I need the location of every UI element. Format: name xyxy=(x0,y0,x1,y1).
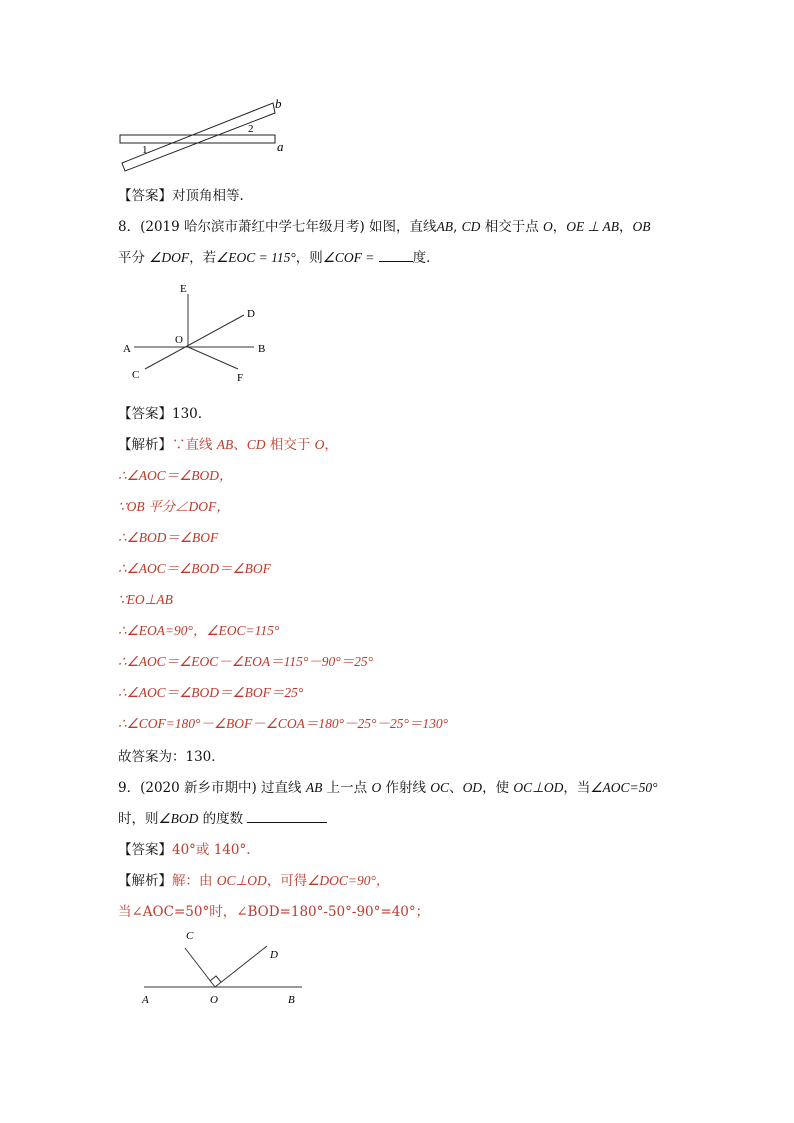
q8-step: ∴∠AOC＝∠EOC－∠EOA＝115°－90°＝25° xyxy=(118,654,374,669)
q8-line2-c: ，则 xyxy=(295,250,323,266)
label-b: B xyxy=(288,994,295,1006)
label-a: A xyxy=(142,994,149,1006)
label-c: C xyxy=(186,930,194,942)
q8-ab: AB xyxy=(436,219,454,234)
q8-conclusion: 故答案为：130． xyxy=(118,749,225,765)
q9-oc-perp-od: OC⊥OD xyxy=(513,780,564,795)
strip-b xyxy=(122,103,275,171)
q9-step: 当∠AOC=50°时，∠BOD=180°-50°-90°=40°； xyxy=(118,904,430,920)
answer-blank xyxy=(379,249,413,262)
q8-line2-a: 平分 xyxy=(118,250,150,266)
label-e: E xyxy=(180,283,187,295)
q9-ab: AB xyxy=(305,780,323,795)
answer-text: 对顶角相等. xyxy=(172,188,244,204)
answer-blank xyxy=(247,810,327,823)
q9-o: O xyxy=(371,780,382,795)
q8-step: ∴∠AOC＝∠BOD＝∠BOF＝25° xyxy=(118,685,304,700)
q9-line1-a: 9．(2020 新乡市期中) 过直线 xyxy=(118,780,306,796)
label-a: a xyxy=(277,139,284,154)
q8-ob: OB xyxy=(632,219,651,234)
label-f: F xyxy=(237,372,244,384)
q8-cd: CD xyxy=(461,219,481,234)
q9-od: OD xyxy=(462,780,483,795)
q8-line2-b: ，若 xyxy=(189,250,217,266)
label-o: O xyxy=(175,334,183,346)
answer-tag: 【答案】 xyxy=(118,188,172,204)
q8-step: ∴∠AOC＝∠BOD， xyxy=(118,468,233,483)
answer-tag: 【答案】 xyxy=(118,842,172,858)
right-angle-mark xyxy=(210,976,221,982)
q8-oe-perp-ab: OE ⊥ AB xyxy=(566,219,620,234)
line-cd xyxy=(145,315,244,369)
q9-line1 xyxy=(118,779,658,797)
label-1: 1 xyxy=(142,144,148,156)
label-b: B xyxy=(258,343,266,355)
q9-line2 xyxy=(118,810,327,828)
label-2: 2 xyxy=(248,123,254,135)
analysis-tag: 【解析】 xyxy=(118,873,172,889)
ray-of xyxy=(188,347,238,369)
answer-text: 130. xyxy=(172,406,203,422)
analysis-text: 解：由 xyxy=(172,873,217,889)
label-o: O xyxy=(210,994,218,1006)
q9-line2-a: 时，则 xyxy=(118,811,159,827)
q9-line1-e: ，使 xyxy=(482,780,514,796)
q9-line1-f: ，当 xyxy=(563,780,591,796)
q9-angle-aoc: ∠AOC=50° xyxy=(590,780,658,795)
q8-line1 xyxy=(118,218,651,236)
q8-analysis-first xyxy=(118,436,338,454)
label-d: D xyxy=(247,308,255,320)
label-c: C xyxy=(132,369,140,381)
analysis-text: ∵直线 xyxy=(172,437,217,453)
q8-mid3: ， xyxy=(619,219,633,235)
q8-o: O xyxy=(543,219,553,234)
q8-step: ∴∠AOC＝∠BOD＝∠BOF xyxy=(118,561,271,576)
analysis-ab: AB xyxy=(216,437,234,452)
analysis-sep: 、 xyxy=(233,437,247,453)
q9-angle-bod: ∠BOD xyxy=(158,811,199,826)
q8-prefix: 8．(2019 哈尔滨市萧红中学七年级月考) 如图，直线 xyxy=(118,219,437,235)
q9-line1-c: 作射线 xyxy=(381,780,431,796)
analysis-cd: CD xyxy=(246,437,266,452)
q8-step: ∴∠COF=180°－∠BOF－∠COA＝180°－25°－25°＝130° xyxy=(118,716,448,731)
analysis-mid: 相交于 xyxy=(265,437,315,453)
intersecting-lines-figure xyxy=(118,280,278,390)
q8-comma: , xyxy=(453,219,462,235)
q9-analysis xyxy=(118,872,389,890)
q8-step: ∴∠BOD＝∠BOF xyxy=(118,530,219,545)
q8-angle-eoc: ∠EOC = 115° xyxy=(216,250,296,265)
strip-a xyxy=(120,135,275,143)
q7-answer xyxy=(118,187,244,205)
analysis-angle: ∠DOC=90°， xyxy=(307,873,390,888)
analysis-comma: ， xyxy=(324,437,338,453)
answer-text: 40°或 140°. xyxy=(172,842,251,858)
label-a: A xyxy=(123,343,131,355)
q8-line2-d: 度． xyxy=(412,250,440,266)
label-b: b xyxy=(275,96,282,111)
q8-angle-dof: ∠DOF xyxy=(149,250,190,265)
crossing-strips-figure xyxy=(115,95,295,175)
q9-line1-b: 上一点 xyxy=(322,780,372,796)
label-d: D xyxy=(270,949,278,961)
analysis-tag: 【解析】 xyxy=(118,437,172,453)
analysis-mid: ，可得 xyxy=(266,873,308,889)
q8-step: ∵OB 平分∠DOF， xyxy=(118,499,230,514)
answer-tag: 【答案】 xyxy=(118,406,172,422)
analysis-o: O xyxy=(314,437,325,452)
q8-mid1: 相交于点 xyxy=(480,219,544,235)
q9-oc: OC xyxy=(430,780,450,795)
q9-line2-b: 的度数 xyxy=(198,811,244,827)
ray-od xyxy=(215,946,267,987)
q8-mid2: ， xyxy=(552,219,567,235)
q9-line1-d: 、 xyxy=(449,780,463,796)
analysis-oc-perp-od: OC⊥OD xyxy=(216,873,267,888)
q8-line2 xyxy=(118,249,440,267)
perpendicular-rays-figure xyxy=(118,925,318,1010)
q8-angle-cof: ∠COF = xyxy=(322,250,375,265)
q8-step: ∴∠EOA=90°，∠EOC=115° xyxy=(118,623,280,638)
q8-step: ∵EO⊥AB xyxy=(118,592,173,607)
q8-answer xyxy=(118,405,202,423)
q9-answer xyxy=(118,841,251,859)
